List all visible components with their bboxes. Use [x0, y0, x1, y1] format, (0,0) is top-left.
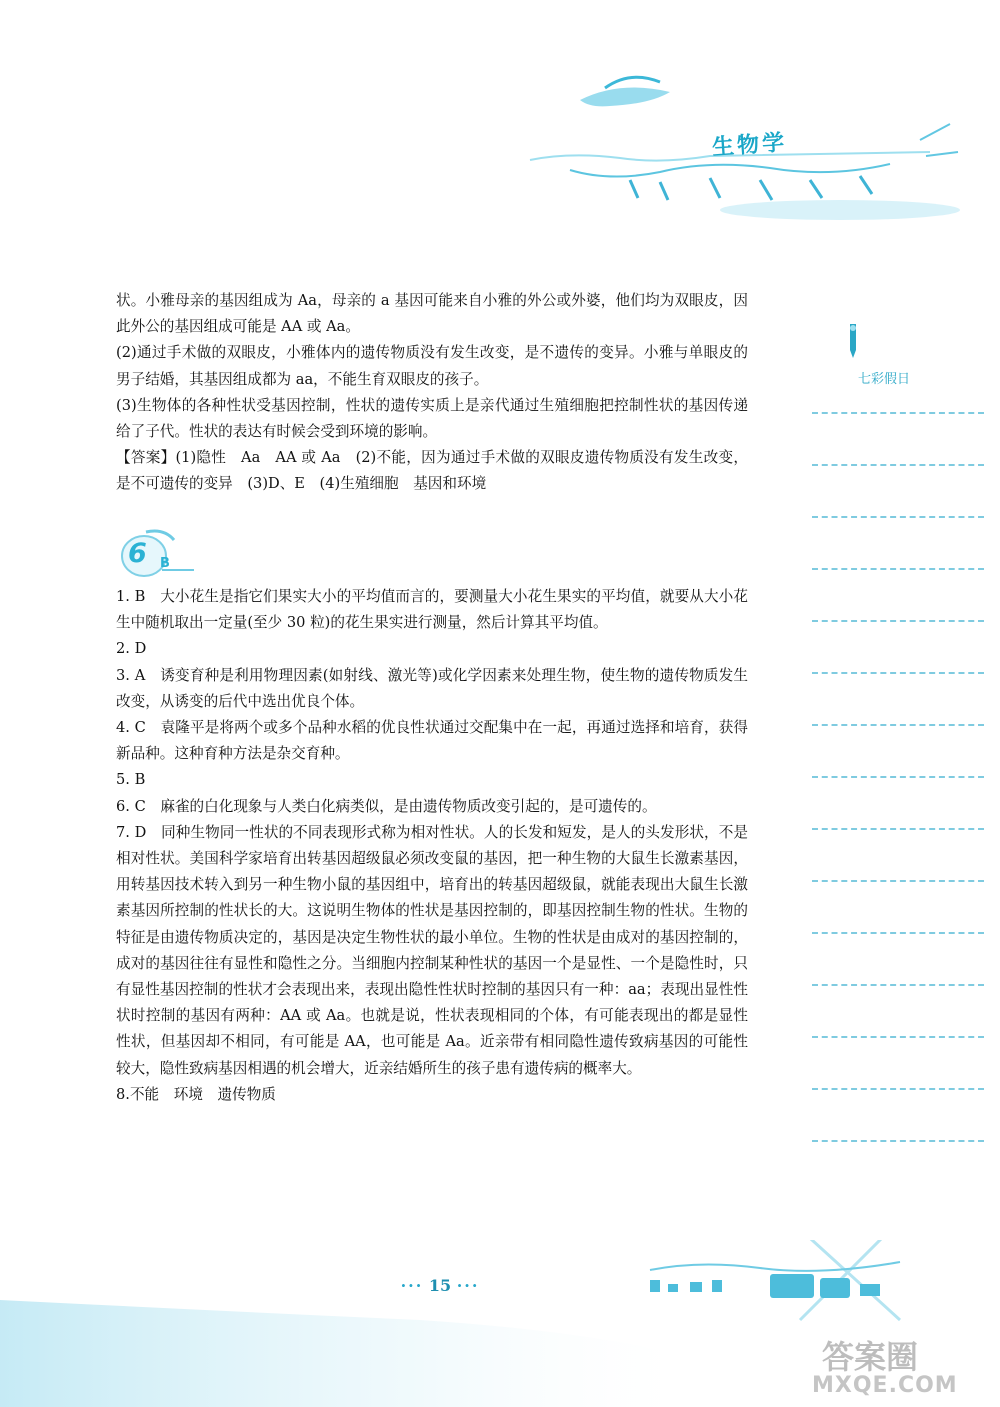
item-number: 3. A	[116, 666, 146, 684]
note-line	[812, 880, 984, 882]
watermark-logo: 答案圈	[822, 1338, 919, 1376]
answer-list	[116, 584, 748, 1108]
item-text: 同种生物同一性状的不同表现形式称为相对性状。人的长发和短发，是人的头发形状，不是相对性状。美国科学家培育出转基因超级鼠必须改变鼠的基因，把一种生物的大鼠生长激素基因，用转基因技术转入到另一种生物小鼠的基因组中，培育出的转基因超级鼠，就能表现出大鼠生长激素基因所控制的性状长的大。这说明生物体的性状是基因控制的，即基因控制生物的性状。生物的特征是由遗传物质决定的，基因是决定生物性状的最小单位。生物的性状是由成对的基因控制的，成对的基因往往有显性和隐性之分。当细胞内控制某种性状的基因一个是显性、一个是隐性时，只有显性基因控制的性状才会表现出来，表现出隐性性状时控制的基因只有一种：aa；表现出显性性状时控制的基因有两种：AA 或 Aa。也就是说，性状表现相同的个体，有可能表现出的都是显性性状，但基因却不相同，有可能是 AA，也可能是 Aa。近亲带有相同隐性遗传致病基因的可能性较大，隐性致病基因相遇的机会增大，近亲结婚所生的孩子患有遗传病的概率大。	[116, 823, 748, 1077]
item-text: 不能 环境 遗传物质	[129, 1085, 276, 1103]
answer-paragraph: 【答案】(1)隐性 Aa AA 或 Aa (2)不能，因为通过手术做的双眼皮遗传物质没有发生改变，是不可遗传的变异 (3)D、E (4)生殖细胞 基因和环境	[116, 449, 748, 493]
list-item	[116, 767, 748, 793]
note-line	[812, 776, 984, 778]
section-letter: B	[160, 556, 170, 571]
item-text: 袁隆平是将两个或多个品种水稻的优良性状通过交配集中在一起，再通过选择和培育，获得新品种。这种育种方法是杂交育种。	[116, 719, 748, 763]
watermark-url: MXQE.COM	[812, 1373, 958, 1398]
list-item	[116, 636, 748, 662]
list-item	[116, 1082, 748, 1108]
item-number: 1. B	[116, 588, 146, 605]
page-number-value: 15	[428, 1276, 452, 1295]
page-dots-right: ···	[456, 1276, 480, 1295]
paragraph: (3)生物体的各种性状受基因控制，性状的遗传实质上是亲代通过生殖细胞把控制性状的基因传递给了子代。性状的表达有时候会受到环境的影响。	[116, 396, 748, 441]
item-number: 2. D	[116, 640, 147, 658]
item-number: 7. D	[116, 823, 147, 841]
note-line	[812, 1140, 984, 1142]
note-line	[812, 464, 984, 466]
item-number: 5. B	[116, 771, 146, 789]
item-text: 麻雀的白化现象与人类白化病类似，是由遗传物质改变引起的，是可遗传的。	[160, 797, 657, 815]
pen-icon	[838, 322, 868, 362]
item-text: 诱变育种是利用物理因素(如射线、激光等)或化学因素来处理生物，使生物的遗传物质发生改变，从诱变的后代中选出优良个体。	[116, 666, 749, 710]
answer-block-previous	[116, 288, 748, 498]
section-number: 6	[128, 538, 147, 569]
paragraph: (2)通过手术做的双眼皮，小雅体内的遗传物质没有发生改变，是不遗传的变异。小雅与单眼皮的男子结婚，其基因组成都为 aa，不能生育双眼皮的孩子。	[116, 344, 748, 388]
note-line	[812, 984, 984, 986]
page-number	[0, 1276, 880, 1295]
paragraph: 状。小雅母亲的基因组成为 Aa，母亲的 a 基因可能来自小雅的外公或外婆，他们均为双眼皮，因此外公的基因组成可能是 AA 或 Aa。	[116, 292, 748, 336]
subject-title: 生物学	[711, 130, 788, 161]
list-item	[116, 794, 748, 820]
page-dots-left: ···	[400, 1276, 424, 1295]
note-line	[812, 672, 984, 674]
item-number: 4. C	[116, 719, 146, 737]
note-line	[812, 516, 984, 518]
list-item	[116, 820, 748, 1082]
note-line	[812, 1088, 984, 1090]
note-line	[812, 620, 984, 622]
list-item	[116, 715, 748, 767]
note-line	[812, 568, 984, 570]
sidebar-label: 七彩假日	[858, 372, 911, 387]
note-line	[812, 724, 984, 726]
note-line	[812, 412, 984, 414]
note-line	[812, 1036, 984, 1038]
list-item	[116, 584, 748, 636]
note-line	[812, 828, 984, 830]
list-item	[116, 663, 748, 715]
item-number: 6. C	[116, 797, 146, 815]
note-line	[812, 932, 984, 934]
item-text: 大小花生是指它们果实大小的平均值而言的，要测量大小花生果实的平均值，就要从大小花生中随机取出一定量(至少 30 粒)的花生果实进行测量，然后计算其平均值。	[116, 588, 748, 632]
item-number: 8.	[116, 1085, 130, 1103]
